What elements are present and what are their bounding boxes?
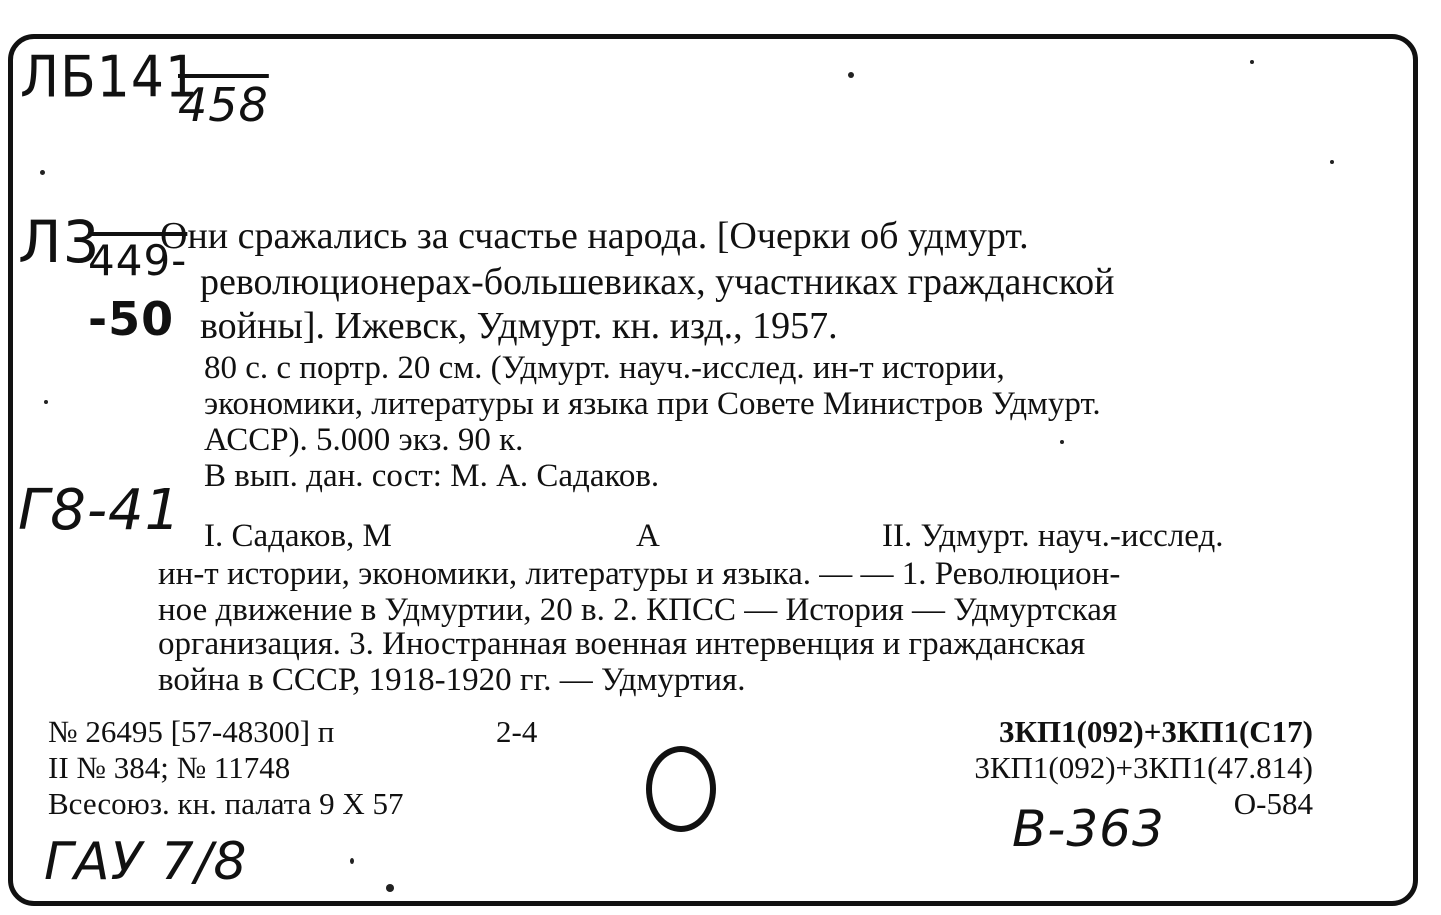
handwritten-shelfmark-2: Л3 [18, 208, 101, 276]
tracing-line-1-left: I. Садаков, М [204, 518, 392, 554]
entry-compiler-note: В вып. дан. сост: М. А. Садаков. [204, 458, 660, 494]
footer-author-mark: О-584 [1233, 786, 1313, 821]
entry-title-line-3: войны]. Ижевск, Удмурт. кн. изд., 1957. [200, 305, 838, 347]
handwritten-shelfmark: ЛБ141 [20, 45, 200, 111]
speck [44, 400, 48, 404]
tracing-line-1-mid: А [636, 518, 660, 554]
speck [1060, 440, 1064, 444]
entry-description-1: 80 с. с портр. 20 см. (Удмурт. науч.-исслед. ин-т истории, [204, 350, 1005, 386]
tracing-line-1-right: II. Удмурт. науч.-исслед. [882, 518, 1224, 554]
speck [386, 884, 394, 892]
speck [1330, 160, 1334, 164]
speck [1250, 60, 1254, 64]
footer-classification-1: 3КП1(092)+3КП1(С17) [998, 714, 1313, 749]
entry-description-2: экономики, литературы и языка при Совете Министров Удмурт. [204, 386, 1101, 422]
footer-register-numbers: II № 384; № 11748 [48, 750, 291, 785]
footer-chamber-date: Всесоюз. кн. палата 9 X 57 [48, 786, 404, 821]
handwritten-shelf-number: 458 [178, 78, 269, 132]
entry-title-line-2: революционерах-большевиках, участниках гражданской [200, 261, 1115, 303]
tracing-line-4: организация. 3. Иностранная военная интервенция и гражданская [158, 626, 1086, 662]
tracing-line-3: ное движение в Удмуртии, 20 в. 2. КПСС — История — Удмуртская [158, 592, 1118, 628]
handwritten-range: -50 [88, 292, 175, 346]
speck [848, 72, 854, 78]
speck [40, 170, 45, 175]
tracing-line-2: ин-т истории, экономики, литературы и языка. — — 1. Революцион- [158, 556, 1121, 592]
footer-record-number: № 26495 [57-48300] п [48, 714, 335, 749]
footer-record-code: 2-4 [496, 714, 538, 749]
handwritten-bottom-code: ГАУ 7/8 [44, 832, 248, 892]
handwritten-shelf-number-2: 449- [88, 236, 188, 285]
tracing-line-5: война в СССР, 1918-1920 гг. — Удмуртия. [158, 662, 746, 698]
footer-classification-2: 3КП1(092)+3КП1(47.814) [974, 750, 1313, 785]
stamp-circle [646, 746, 716, 832]
handwritten-code: Г8-41 [18, 478, 182, 543]
speck [350, 858, 354, 864]
entry-title-line-1: Они сражались за счастье народа. [Очерки об удмурт. [160, 215, 1029, 257]
handwritten-accession: В-363 [1012, 800, 1165, 858]
entry-description-3: АССР). 5.000 экз. 90 к. [204, 422, 524, 458]
